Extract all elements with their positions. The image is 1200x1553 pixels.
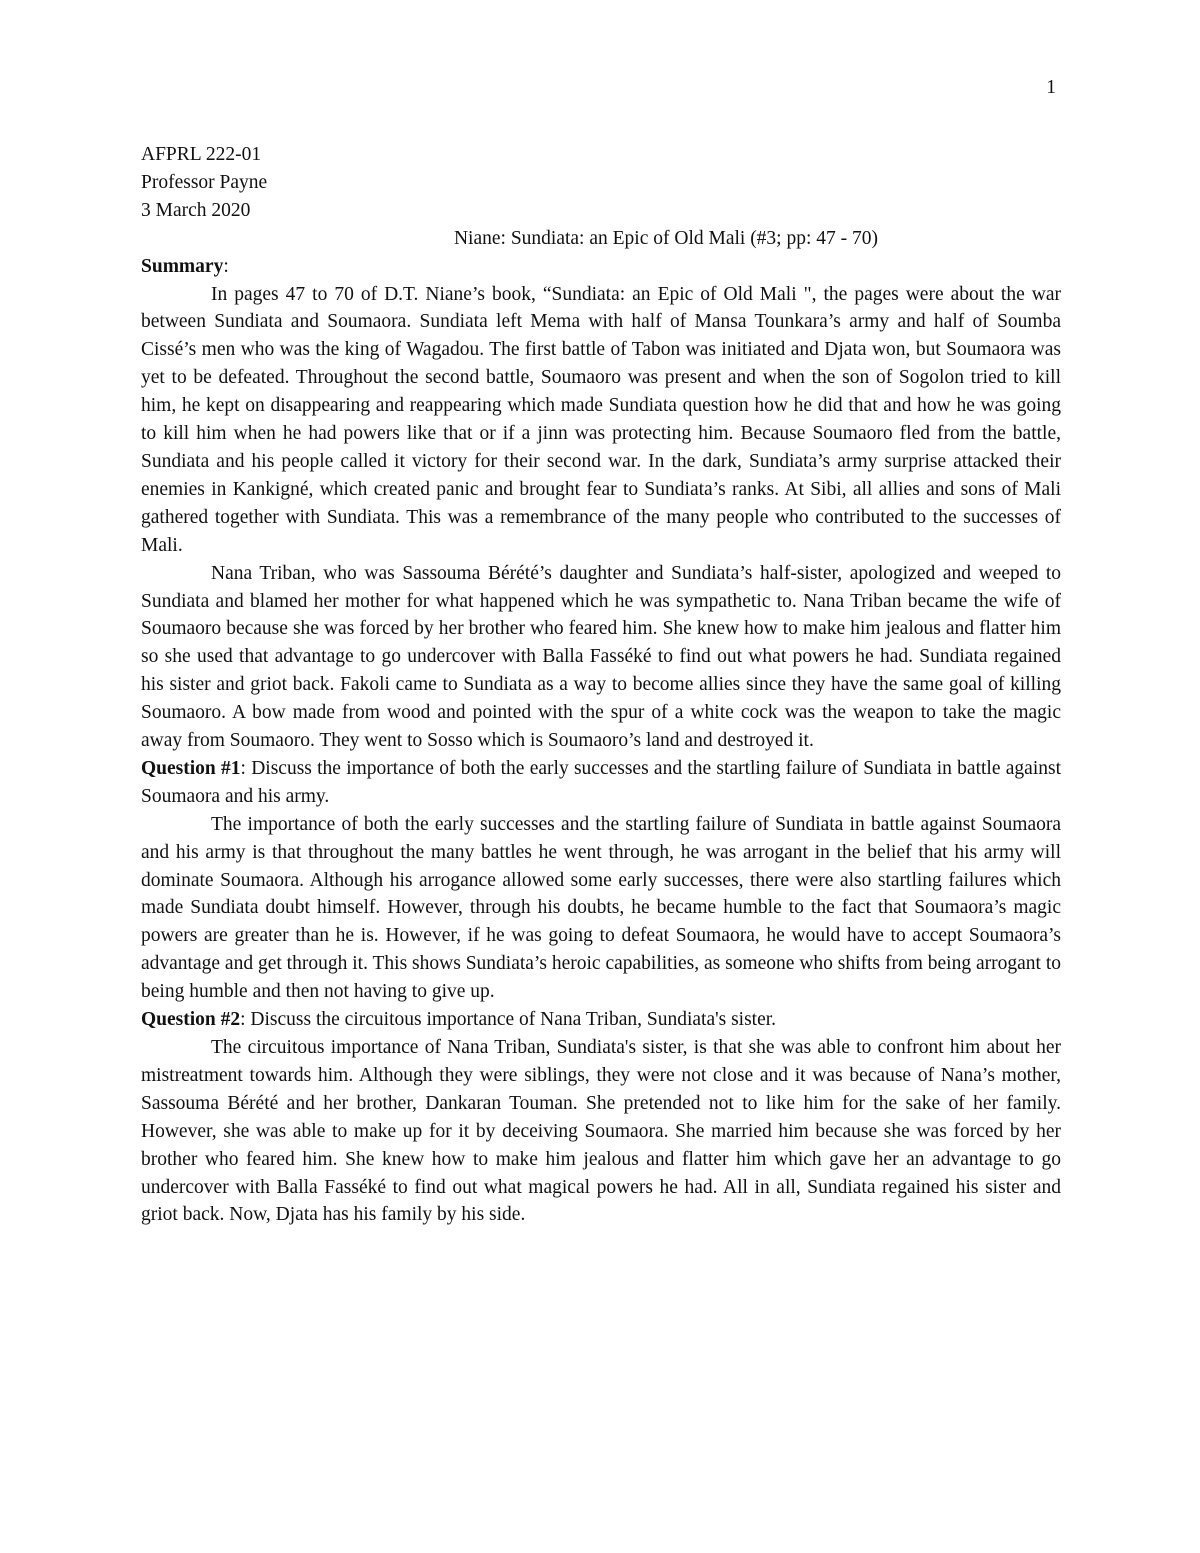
document-title: Niane: Sundiata: an Epic of Old Mali (#3; pp: 47 - 70)	[453, 227, 879, 249]
question-1-label: Question #1	[141, 757, 241, 779]
course-code: AFPRL 222-01	[141, 144, 262, 165]
submission-date: 3 March 2020	[141, 199, 251, 221]
page-number: 1	[1046, 77, 1056, 98]
question-1-prompt-line	[141, 755, 1061, 811]
summary-heading: Summary	[141, 255, 224, 277]
question-1-answer: The importance of both the early successes and the startling failure of Sundiata in battle against Soumaora and his army is that throughout the many battles he went through, he was arrogant in the belief that his army will dominate Soumaora. Although his arrogance allowed some early successes, there were also startling failures which made Sundiata doubt himself. However, through his doubts, he became humble to the fact that Soumaora’s magic powers are greater than he is. However, if he was going to defeat Soumaora, he would have to accept Soumaora’s advantage and get through it. This shows Sundiata’s heroic capabilities, as someone who shifts from being arrogant to being humble and then not having to give up.	[141, 813, 1061, 1003]
summary-heading-colon: :	[223, 255, 229, 277]
question-1-prompt: : Discuss the importance of both the early successes and the startling failure of Sundiata in battle against Soumaora and his army.	[141, 757, 1061, 807]
professor-name: Professor Payne	[141, 171, 268, 193]
question-2-label: Question #2	[141, 1009, 241, 1031]
question-2-prompt-line	[141, 1006, 1061, 1034]
question-2-answer: The circuitous importance of Nana Triban, Sundiata's sister, is that she was able to confront him about her mistreatment towards him. Although they were siblings, they were not close and it was because of Nana’s mother, Sassouma Bérété and her brother, Dankaran Touman. She pretended not to like him for the sake of her family. However, she was able to make up for it by deceiving Soumaora. She married him because she was forced by her brother who feared him. She knew how to make him jealous and flatter him which gave her an advantage to go undercover with Balla Fasséké to find out what magical powers he had. All in all, Sundiata regained his sister and griot back. Now, Djata has his family by his side.	[141, 1037, 1061, 1226]
summary-paragraph-1: In pages 47 to 70 of D.T. Niane’s book, “Sundiata: an Epic of Old Mali ", the pages were about the war between Sundiata and Soumaora. Sundiata left Mema with half of Mansa Tounkara’s army and half of Soumba Cissé’s men who was the king of Wagadou. The first battle of Tabon was initiated and Djata won, but Soumaora was yet to be defeated. Throughout the second battle, Soumaoro was present and when the son of Sogolon tried to kill him, he kept on disappearing and reappearing which made Sundiata question how he did that and how he was going to kill him when he had powers like that or if a jinn was protecting him. Because Soumaoro fled from the battle, Sundiata and his people called it victory for their second war. In the dark, Sundiata’s army surprise attacked their enemies in Kankigné, which created panic and brought fear to Sundiata’s ranks. At Sibi, all allies and sons of Mali gathered together with Sundiata. This was a remembrance of the many people who contributed to the successes of Mali.	[141, 283, 1061, 556]
document-body	[141, 141, 1061, 1229]
summary-heading-line	[141, 253, 1061, 281]
summary-paragraph-2: Nana Triban, who was Sassouma Bérété’s daughter and Sundiata’s half-sister, apologized and weeped to Sundiata and blamed her mother for what happened which he was sympathetic to. Nana Triban became the wife of Soumaoro because she was forced by her brother who feared him. She knew how to make him jealous and flatter him so she used that advantage to go undercover with Balla Fasséké to find out what powers he had. Sundiata regained his sister and griot back. Fakoli came to Sundiata as a way to become allies since they have the same goal of killing Soumaoro. A bow made from wood and pointed with the spur of a white cock was the weapon to take the magic away from Soumaoro. They went to Sosso which is Soumaoro’s land and destroyed it.	[141, 562, 1061, 752]
question-2-prompt: : Discuss the circuitous importance of Nana Triban, Sundiata's sister.	[240, 1009, 777, 1031]
